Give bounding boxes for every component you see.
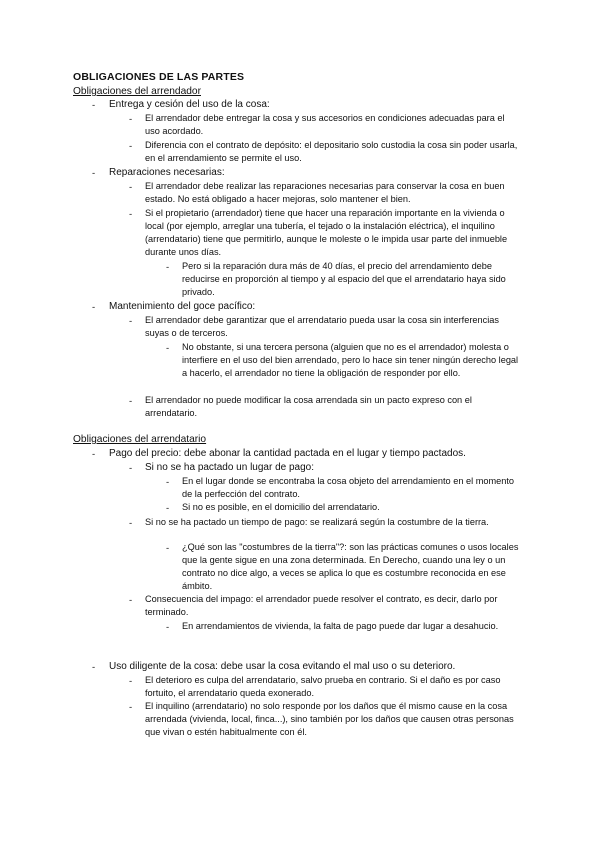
- list-item: Reparaciones necesarias:: [109, 167, 225, 178]
- list-item: Pago del precio: debe abonar la cantidad pactada en el lugar y tiempo pactados.: [109, 448, 466, 459]
- section-heading-arrendatario: Obligaciones del arrendatario: [73, 434, 207, 445]
- document-title: OBLIGACIONES DE LAS PARTES: [73, 71, 245, 83]
- list-item: El inquilino (arrendatario) no solo responde por los daños que él mismo cause en la cosa arrendada (vivienda, local, finca...), sino también por los daños que causen otras personas que vivan o estén habitualmente con él.: [145, 701, 514, 737]
- list-item: El arrendador debe realizar las reparaciones necesarias para conservar la cosa en buen estado. No está obligado a hacer mejoras, solo mantener el bien.: [145, 181, 505, 204]
- bullet-dash-icon: -: [92, 302, 96, 313]
- bullet-dash-icon: -: [129, 463, 133, 474]
- list-item: El arrendador debe entregar la cosa y sus accesorios en condiciones adecuadas para el uso acordado.: [145, 113, 505, 136]
- list-item: Pero si la reparación dura más de 40 días, el precio del arrendamiento debe reducirse en proporción al tiempo y al espacio del que el arrendatario haya sido privado.: [182, 261, 506, 297]
- list-item: Si el propietario (arrendador) tiene que hacer una reparación importante en la vivienda o local (por ejemplo, arreglar una tubería, el tejado o la instalación eléctrica), el inquilino (arrendatario) tiene que permitirlo, aunque le moleste o le impida usar parte del inmueble durante unos días.: [145, 208, 508, 257]
- bullet-dash-icon: -: [129, 595, 133, 606]
- list-item: El arrendador no puede modificar la cosa arrendada sin un pacto expreso con el arrendatario.: [145, 395, 472, 418]
- bullet-dash-icon: -: [129, 676, 133, 687]
- bullet-dash-icon: -: [129, 518, 133, 529]
- bullet-dash-icon: -: [129, 114, 133, 125]
- bullet-dash-icon: -: [92, 449, 96, 460]
- bullet-dash-icon: -: [129, 316, 133, 327]
- list-item: Entrega y cesión del uso de la cosa:: [109, 99, 270, 110]
- bullet-dash-icon: -: [166, 262, 170, 273]
- list-item: ¿Qué son las "costumbres de la tierra"?: son las prácticas comunes o usos locales que la gente sigue en una zona determinada. En Derecho, cuando una ley o un contrato no dice algo, a veces se aplica lo que es costumbre reconocida en ese ámbito.: [182, 542, 519, 591]
- list-item: Mantenimiento del goce pacífico:: [109, 301, 256, 312]
- bullet-dash-icon: -: [92, 168, 96, 179]
- bullet-dash-icon: -: [92, 662, 96, 673]
- section-heading-arrendador: Obligaciones del arrendador: [73, 86, 201, 97]
- list-item: El deterioro es culpa del arrendatario, salvo prueba en contrario. Si el daño es por caso fortuito, el arrendatario queda exonerado.: [145, 675, 501, 698]
- list-item: El arrendador debe garantizar que el arrendatario pueda usar la cosa sin interferencias suyas o de terceros.: [145, 315, 499, 338]
- bullet-dash-icon: -: [129, 396, 133, 407]
- bullet-dash-icon: -: [166, 622, 170, 633]
- bullet-dash-icon: -: [166, 503, 170, 514]
- list-item: Diferencia con el contrato de depósito: el depositario solo custodia la cosa sin poder usarla, en el arrendamiento se permite el uso.: [145, 140, 518, 163]
- bullet-dash-icon: -: [129, 182, 133, 193]
- bullet-dash-icon: -: [129, 141, 133, 152]
- bullet-dash-icon: -: [92, 100, 96, 111]
- list-item: No obstante, si una tercera persona (alguien que no es el arrendador) molesta o interfiere en el uso del bien arrendado, pero lo hace sin tener ningún derecho legal a hacerlo, el arrendador no tiene la obligación de responder por ello.: [182, 342, 519, 378]
- bullet-dash-icon: -: [166, 343, 170, 354]
- bullet-dash-icon: -: [129, 209, 133, 220]
- bullet-dash-icon: -: [166, 543, 170, 554]
- list-item: Consecuencia del impago: el arrendador puede resolver el contrato, es decir, darlo por terminado.: [145, 594, 498, 617]
- list-item: Si no es posible, en el domicilio del arrendatario.: [182, 502, 380, 512]
- bullet-dash-icon: -: [166, 477, 170, 488]
- list-item: En el lugar donde se encontraba la cosa objeto del arrendamiento en el momento de la perfección del contrato.: [182, 476, 514, 499]
- list-item: Si no se ha pactado un lugar de pago:: [145, 462, 315, 473]
- list-item: Uso diligente de la cosa: debe usar la cosa evitando el mal uso o su deterioro.: [109, 661, 456, 672]
- bullet-dash-icon: -: [129, 702, 133, 713]
- list-item: En arrendamientos de vivienda, la falta de pago puede dar lugar a desahucio.: [182, 621, 499, 631]
- list-item: Si no se ha pactado un tiempo de pago: se realizará según la costumbre de la tierra.: [145, 517, 489, 527]
